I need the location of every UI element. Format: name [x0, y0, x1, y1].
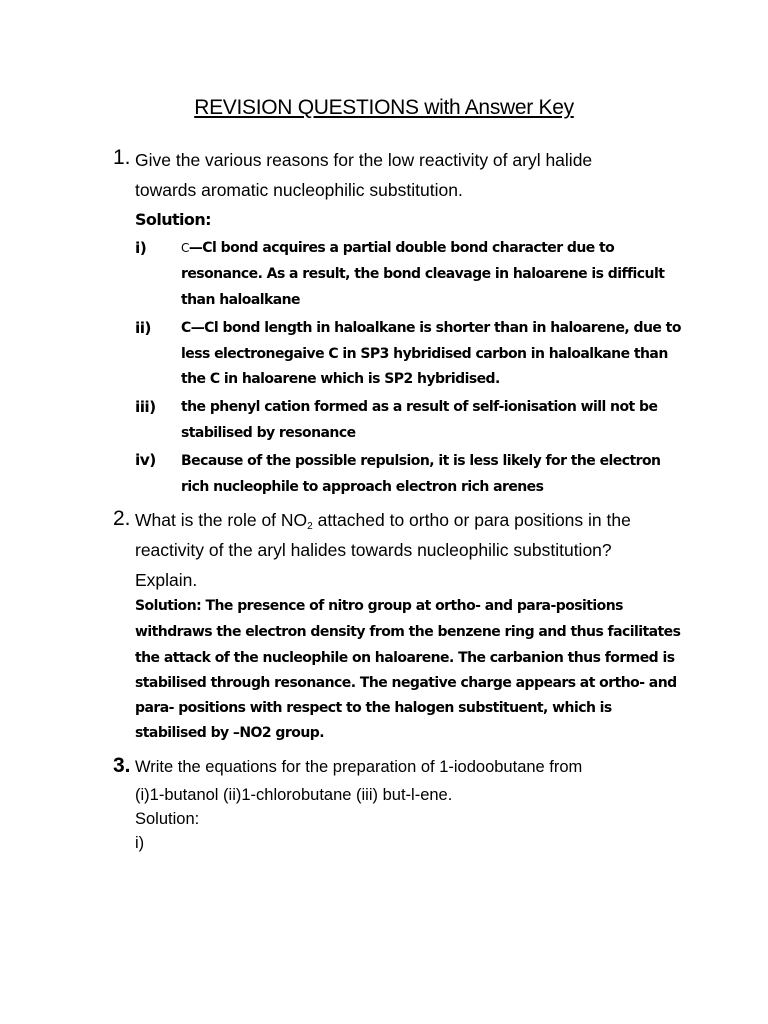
answer-2-line-5: para- positions with respect to the halogen substituent, which is — [135, 700, 612, 716]
question-1-solution-label: Solution: — [135, 210, 211, 229]
answer-1-item-1-line-1-text: —Cl bond acquires a partial double bond character due to — [188, 240, 615, 256]
answer-1-item-1-line-1 — [181, 240, 614, 256]
question-2-line-1-before: What is the role of NO — [135, 510, 308, 530]
answer-1-item-4-line-2: rich nucleophile to approach electron rich arenes — [181, 479, 544, 495]
question-3-solution-label: Solution: — [135, 810, 200, 828]
answer-2-line-3: the attack of the nucleophile on haloarene. The carbanion thus formed is — [135, 650, 675, 666]
answer-1-item-4-marker: iv) — [135, 451, 156, 469]
question-3-line-1: Write the equations for the preparation of 1-iodoobutane from — [135, 758, 583, 776]
question-2-line-1-after: attached to ortho or para positions in the — [312, 510, 631, 530]
answer-1-item-3-line-2: stabilised by resonance — [181, 425, 356, 441]
question-3-line-2: (i)1-butanol (ii)1-chlorobutane (iii) but-l-ene. — [135, 786, 453, 804]
no2-subscript: 2 — [307, 521, 313, 532]
answer-2-line-4: stabilised through resonance. The negative charge appears at ortho- and — [135, 675, 677, 691]
question-3-item-1-marker: i) — [135, 834, 145, 852]
answer-1-item-1-lead: C — [181, 241, 189, 255]
answer-1-item-4-line-1: Because of the possible repulsion, it is less likely for the electron — [181, 453, 661, 469]
answer-1-item-1-marker: i) — [135, 239, 147, 257]
answer-2-line-2: withdraws the electron density from the benzene ring and thus facilitates — [135, 624, 681, 640]
page-title: REVISION QUESTIONS with Answer Key — [194, 96, 574, 119]
answer-2-line-1: Solution: The presence of nitro group at ortho- and para-positions — [135, 598, 623, 614]
answer-1-item-2-marker: ii) — [135, 319, 151, 337]
question-1-line-1: Give the various reasons for the low reactivity of aryl halide — [135, 150, 593, 170]
answer-1-item-3-marker: iii) — [135, 398, 156, 416]
answer-2-line-6: stabilised by –NO2 group. — [135, 725, 324, 741]
question-2-line-2: reactivity of the aryl halides towards nucleophilic substitution? — [135, 540, 612, 560]
question-2-number: 2. — [113, 507, 131, 530]
answer-1-item-2-line-2: less electronegaive C in SP3 hybridised carbon in haloalkane than — [181, 346, 668, 362]
answer-1-item-3-line-1: the phenyl cation formed as a result of self-ionisation will not be — [181, 399, 658, 415]
question-1-line-2: towards aromatic nucleophilic substitution. — [135, 180, 463, 200]
question-1-number: 1. — [113, 146, 131, 169]
answer-1-item-2-line-1: C—Cl bond length in haloalkane is shorter than in haloarene, due to — [181, 320, 681, 336]
answer-1-item-2-line-3: the C in haloarene which is SP2 hybridised. — [181, 371, 500, 387]
question-2-line-3: Explain. — [135, 570, 198, 590]
answer-1-item-1-line-2: resonance. As a result, the bond cleavage in haloarene is difficult — [181, 266, 665, 282]
answer-1-item-1-line-3: than haloalkane — [181, 292, 300, 308]
question-2-line-1 — [135, 510, 631, 531]
question-3-number: 3. — [113, 754, 131, 777]
